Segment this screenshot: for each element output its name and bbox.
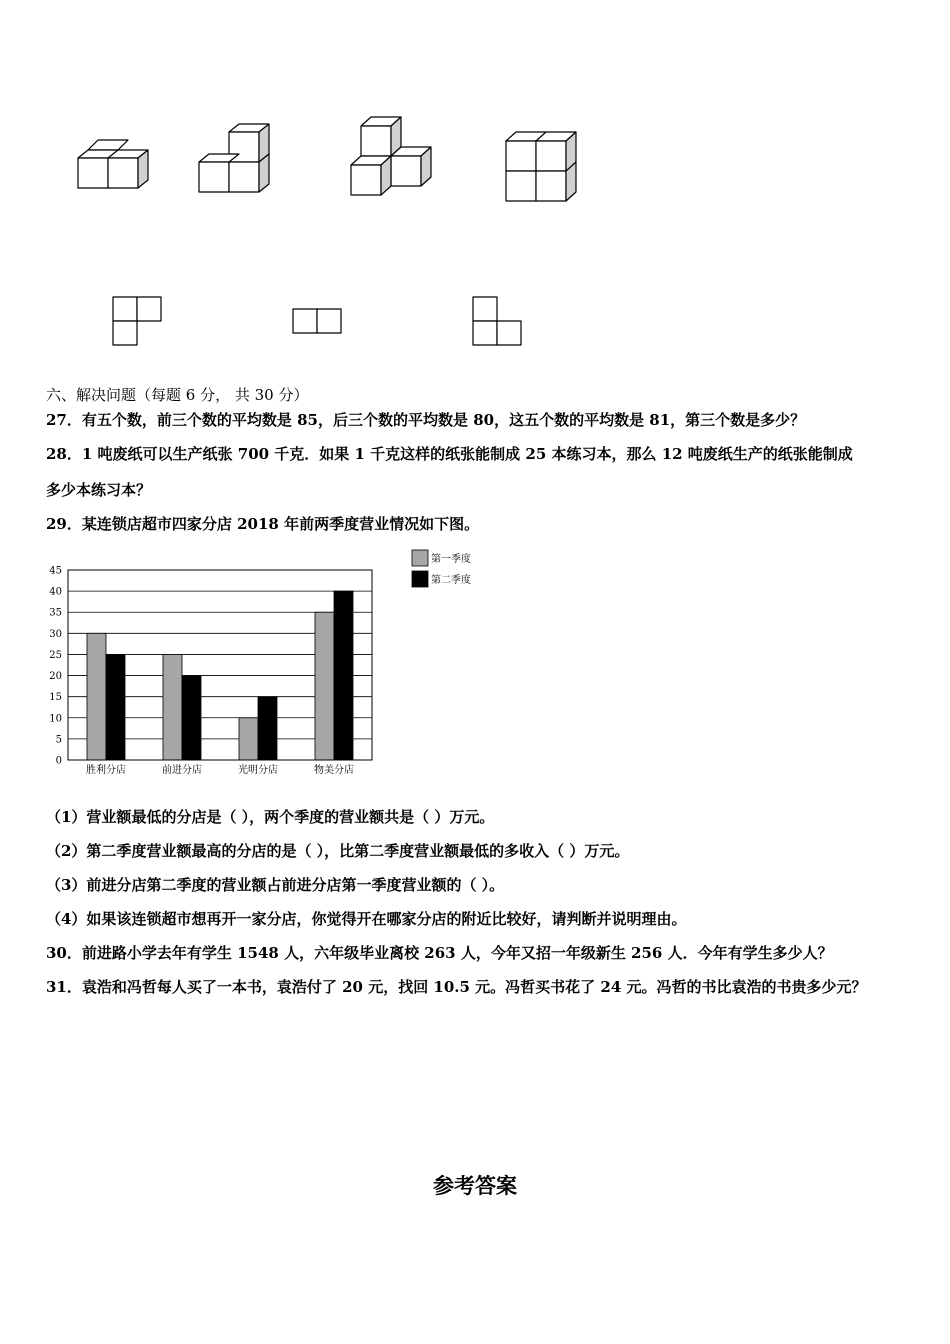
bar-chart xyxy=(30,540,500,780)
question-28-line-1: 28．1 吨废纸可以生产纸张 700 千克．如果 1 千克这样的纸张能制成 25 本练习本，那么 12 吨废纸生产的纸张能制成 xyxy=(46,445,853,463)
y-tick-label: 15 xyxy=(49,692,62,704)
bar-q1 xyxy=(163,654,182,760)
question-30: 30．前进路小学去年有学生 1548 人，六年级毕业离校 263 人，今年又招一年级新生 256 人．今年有学生多少人？ xyxy=(46,944,833,962)
question-31: 31．袁浩和冯哲每人买了一本书，袁浩付了 20 元，找回 10.5 元。冯哲买书花了 24 元。冯哲的书比袁浩的书贵多少元？ xyxy=(46,978,867,996)
section-title: 六、解决问题（每题 6 分， 共 30 分） xyxy=(46,386,309,404)
y-tick-label: 0 xyxy=(55,755,62,767)
legend-swatch xyxy=(412,550,428,566)
x-tick-label: 胜利分店 xyxy=(86,765,126,776)
bar-q2 xyxy=(182,676,201,760)
bar-q1 xyxy=(87,633,106,760)
y-tick-label: 20 xyxy=(49,671,62,683)
y-tick-label: 45 xyxy=(49,565,62,577)
y-tick-label: 5 xyxy=(55,734,62,746)
y-tick-label: 10 xyxy=(49,713,62,725)
cube-figures xyxy=(0,0,950,360)
bar-q2 xyxy=(258,697,277,760)
cube-stack-1 xyxy=(78,140,148,188)
view-shape-1 xyxy=(113,297,161,345)
question-29-3: （3）前进分店第二季度的营业额占前进分店第一季度营业额的（ ）。 xyxy=(46,876,505,894)
question-29-4: （4）如果该连锁超市想再开一家分店，你觉得开在哪家分店的附近比较好，请判断并说明理由。 xyxy=(46,910,687,928)
question-29-2: （2）第二季度营业额最高的分店的是（ ），比第二季度营业额最低的多收入（ ）万元。 xyxy=(46,842,630,860)
y-tick-label: 25 xyxy=(49,649,62,661)
legend-label: 第二季度 xyxy=(431,575,471,586)
question-28-line-2: 多少本练习本？ xyxy=(46,481,152,499)
question-29-1: （1）营业额最低的分店是（ ），两个季度的营业额共是（ ）万元。 xyxy=(46,808,495,826)
answer-title: 参考答案 xyxy=(433,1173,517,1198)
question-29: 29．某连锁店超市四家分店 2018 年前两季度营业情况如下图。 xyxy=(46,515,480,533)
y-tick-label: 30 xyxy=(49,628,62,640)
y-tick-label: 40 xyxy=(49,586,62,598)
cube-stack-4 xyxy=(506,132,576,201)
bar-q1 xyxy=(239,718,258,760)
bar-q2 xyxy=(106,654,125,760)
question-27: 27．有五个数，前三个数的平均数是 85，后三个数的平均数是 80，这五个数的平均数是 81，第三个数是多少？ xyxy=(46,411,806,429)
x-tick-label: 前进分店 xyxy=(162,765,202,776)
bar-q2 xyxy=(334,591,353,760)
view-shape-3 xyxy=(473,297,521,345)
x-tick-label: 物美分店 xyxy=(314,765,354,776)
y-tick-label: 35 xyxy=(49,607,62,619)
cube-stack-2 xyxy=(199,124,269,192)
cube-stack-3 xyxy=(351,117,431,195)
bar-q1 xyxy=(315,612,334,760)
view-shape-2 xyxy=(293,309,341,333)
x-tick-label: 光明分店 xyxy=(238,765,278,776)
legend-swatch xyxy=(412,571,428,587)
legend-label: 第一季度 xyxy=(431,554,471,565)
